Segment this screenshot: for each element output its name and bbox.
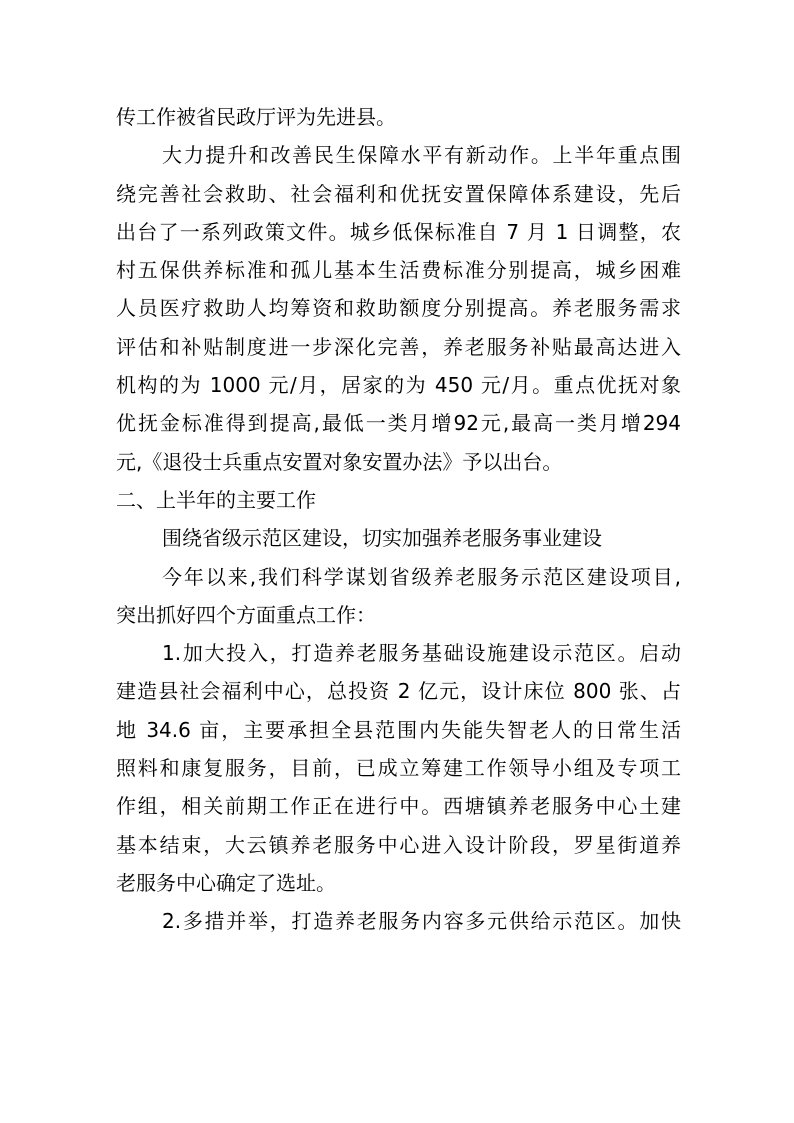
text-line: 绕完善社会救助、社会福利和优抚安置保障体系建设，先后 xyxy=(116,181,681,206)
text-line: 优抚金标准得到提高,最低一类月增92元,最高一类月增294 xyxy=(116,411,681,436)
text-line: 基本结束，大云镇养老服务中心进入设计阶段，罗星街道养 xyxy=(116,832,681,857)
text-line: 围绕省级示范区建设，切实加强养老服务事业建设 xyxy=(162,526,602,551)
text-line: 照料和康复服务，目前，已成立筹建工作领导小组及专项工 xyxy=(116,756,681,781)
text-line: 评估和补贴制度进一步深化完善，养老服务补贴最高达进入 xyxy=(116,334,681,359)
text-line: 人员医疗救助人均筹资和救助额度分别提高。养老服务需求 xyxy=(116,296,681,321)
text-line: 今年以来,我们科学谋划省级养老服务示范区建设项目, xyxy=(162,564,681,589)
text-line: 传工作被省民政厅评为先进县。 xyxy=(116,105,396,129)
text-line: 突出抓好四个方面重点工作： xyxy=(116,602,376,627)
text-line: 老服务中心确定了选址。 xyxy=(116,870,336,895)
text-line: 机构的为 1000 元/月，居家的为 450 元/月。重点优抚对象 xyxy=(116,373,681,398)
text-line: 村五保供养标准和孤儿基本生活费标准分别提高，城乡困难 xyxy=(116,258,681,283)
text-line: 1.加大投入，打造养老服务基础设施建设示范区。启动 xyxy=(162,641,681,666)
text-line: 地 34.6 亩，主要承担全县范围内失能失智老人的日常生活 xyxy=(116,717,681,742)
text-line: 作组，相关前期工作正在进行中。西塘镇养老服务中心土建 xyxy=(116,794,681,819)
document-body xyxy=(116,98,681,941)
text-line: 2.多措并举，打造养老服务内容多元供给示范区。加快 xyxy=(162,909,681,934)
text-line: 大力提升和改善民生保障水平有新动作。上半年重点围 xyxy=(162,143,681,168)
text-line: 出台了一系列政策文件。城乡低保标准自 7 月 1 日调整，农 xyxy=(116,219,681,244)
text-line: 二、上半年的主要工作 xyxy=(116,487,316,512)
text-line: 元,《退役士兵重点安置对象安置办法》予以出台。 xyxy=(116,449,563,474)
text-line: 建造县社会福利中心，总投资 2 亿元，设计床位 800 张、占 xyxy=(116,679,681,704)
